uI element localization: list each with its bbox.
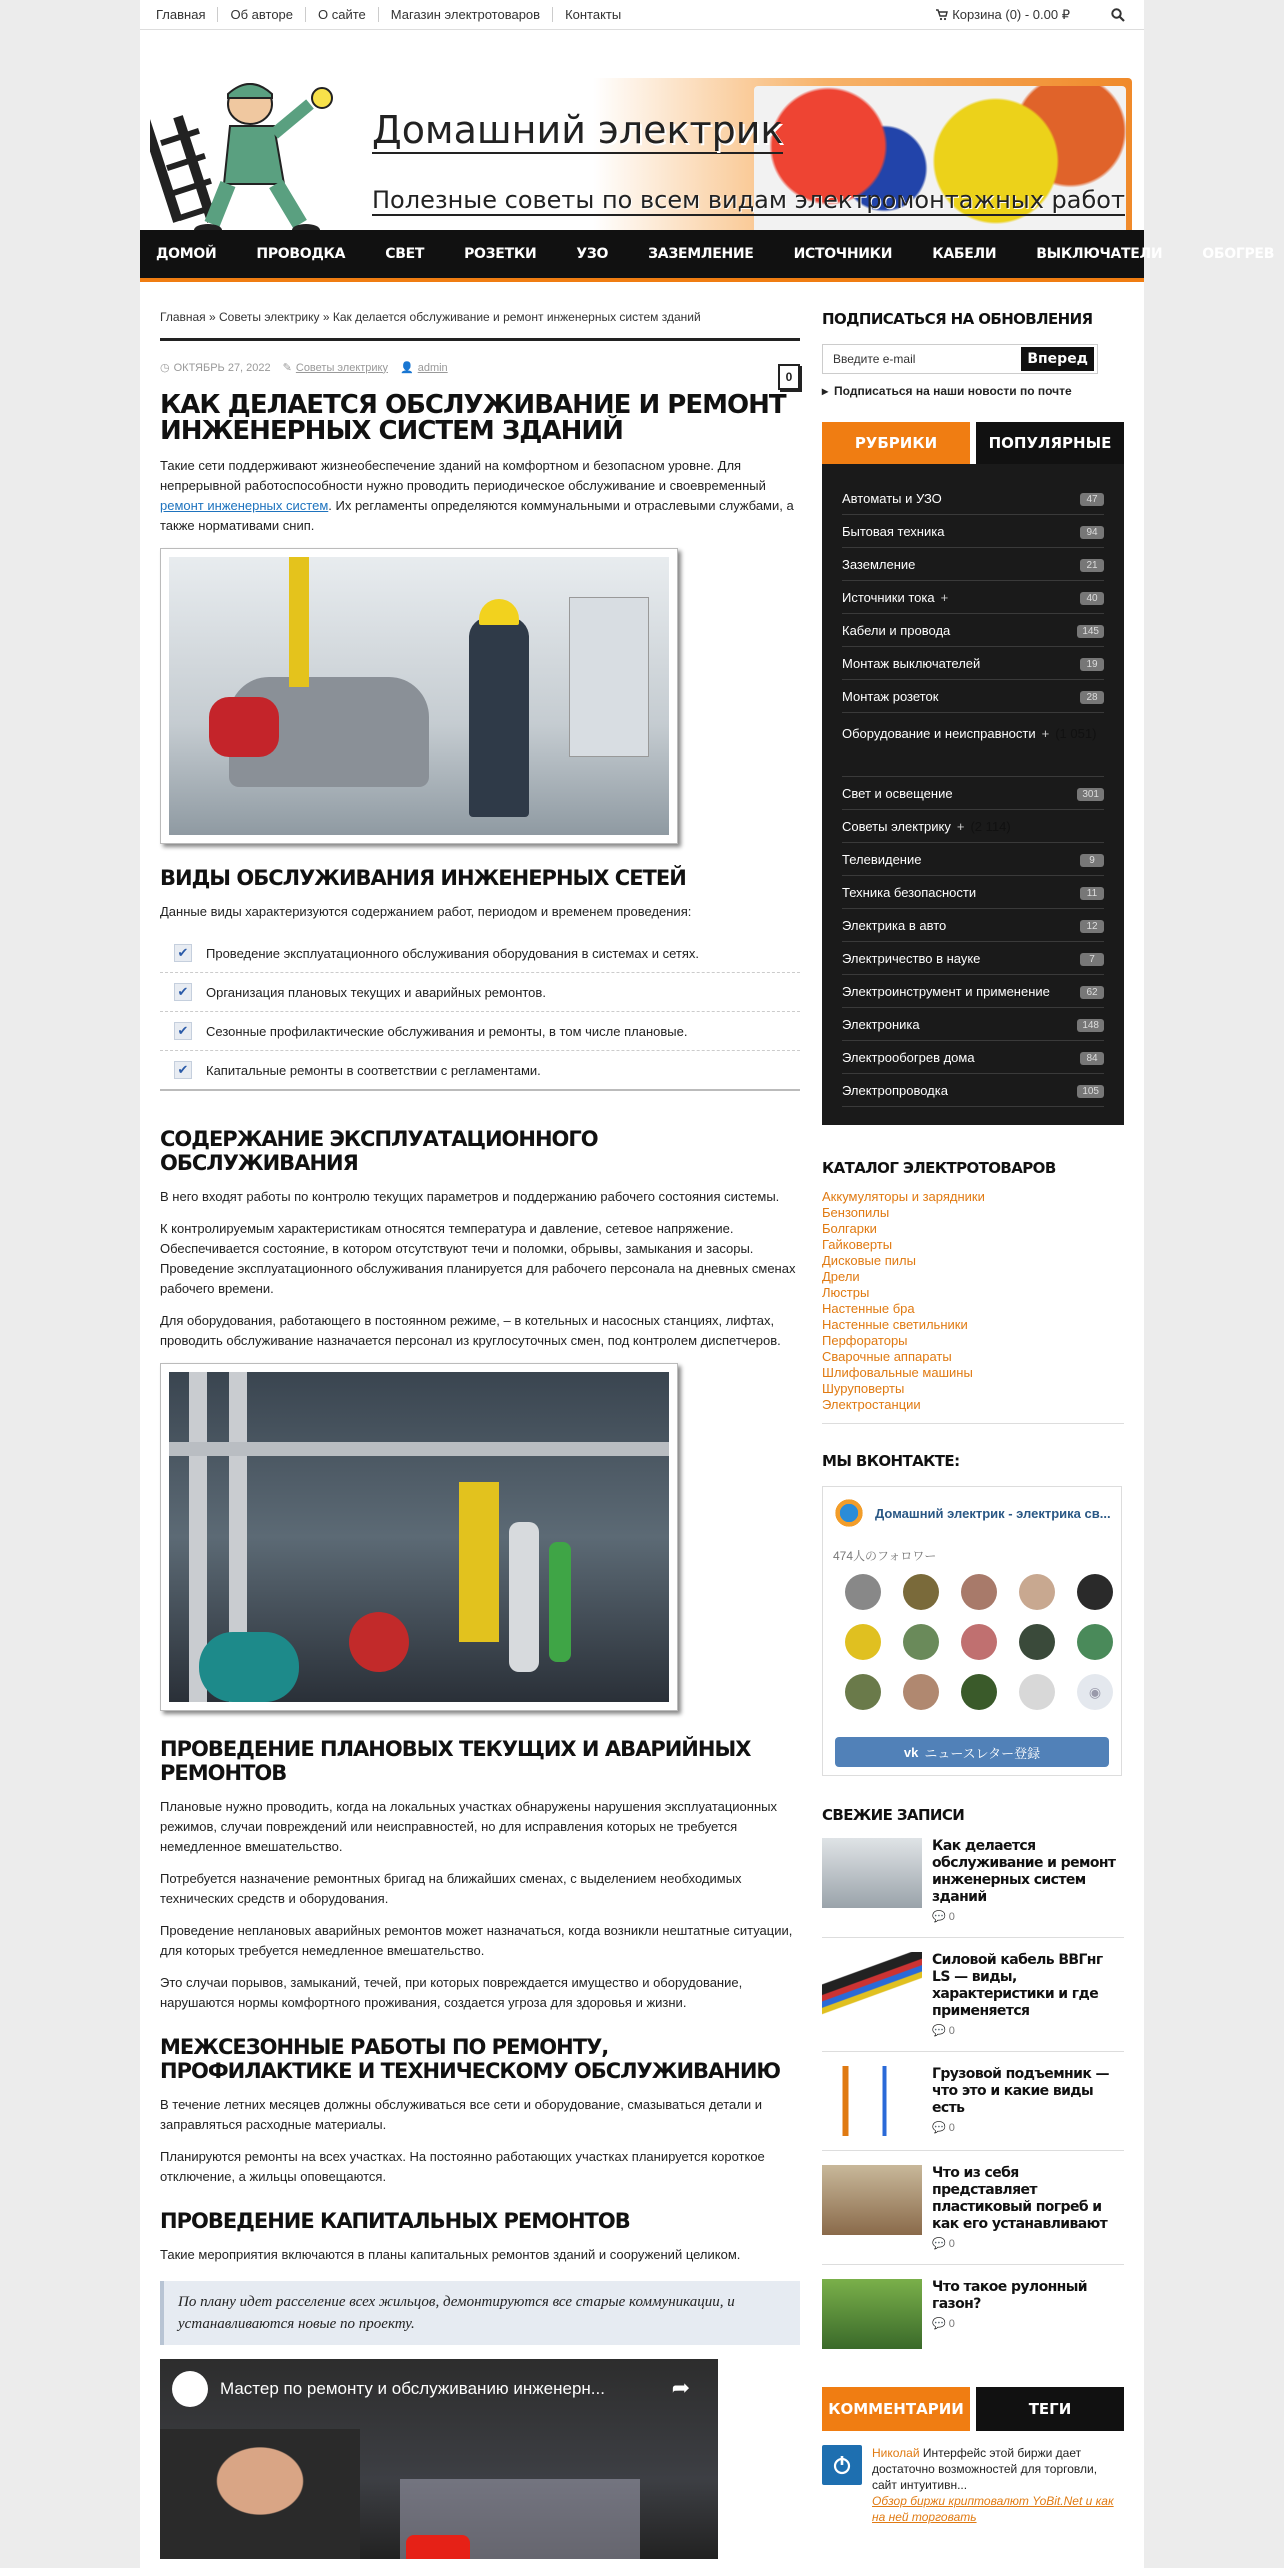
category-label: Электропроводка [842, 1083, 948, 1098]
recent-post-thumbnail[interactable] [822, 1952, 922, 2022]
comment-count: 0 [948, 2122, 955, 2134]
tab-comments[interactable]: КОММЕНТАРИИ [822, 2387, 970, 2431]
cart-icon [936, 9, 948, 21]
category-name[interactable] [842, 885, 1080, 900]
catalog-link[interactable]: Электростанции [822, 1397, 921, 1412]
site-header [140, 30, 1144, 230]
category-count: (1 051) [1055, 726, 1097, 741]
category-name[interactable] [842, 984, 1080, 999]
repairs-paragraph-1: Плановые нужно проводить, когда на локальных участках обнаружены нарушения эксплуатационных режимов, случаи повреждений или неисправностей, но для исправления которых не требуется немедленное вмешательство. [160, 1799, 777, 1854]
nav-home[interactable]: ДОМОЙ [156, 246, 217, 262]
comment-count: 0 [948, 2238, 955, 2250]
catalog-link[interactable]: Сварочные аппараты [822, 1349, 952, 1364]
category-item[interactable] [842, 614, 1104, 647]
category-label: Электрика в авто [842, 918, 947, 933]
category-count-badge: 145 [1077, 625, 1104, 638]
tag-icon: ✎ [282, 362, 292, 374]
repairs-paragraph-3: Проведение неплановых аварийных ремонтов может назначаться, когда возникли нештатные ситуации, для которых требуется немедленное вмешательство. [160, 1923, 793, 1958]
vk-subscribe-label: ニュースレター登録 [924, 1745, 1041, 1761]
page [140, 0, 1275, 2568]
comment-icon: 💬 [932, 2318, 946, 2330]
vk-group-logo[interactable] [833, 1497, 865, 1529]
top-menu-about[interactable]: О сайте [306, 7, 379, 22]
category-label: Оборудование и неисправности [842, 726, 1036, 741]
avatar[interactable] [961, 1574, 997, 1610]
vk-follower-avatars [833, 1574, 1111, 1710]
avatar[interactable] [961, 1624, 997, 1660]
catalog-link[interactable]: Болгарки [822, 1221, 877, 1236]
recent-post-comments [932, 1910, 1124, 1923]
catalog-link[interactable]: Настенные бра [822, 1301, 915, 1316]
list-item-text: Капитальные ремонты в соответствии с регламентами. [206, 1062, 541, 1078]
category-name[interactable] [842, 689, 1080, 704]
types-checklist [160, 934, 800, 1091]
comment-text: Интерфейс этой биржи дает достаточно возможностей для торговли, сайт интуитивн... [872, 2446, 1098, 2492]
catalog-link[interactable]: Шлифовальные машины [822, 1365, 973, 1380]
category-item[interactable] [842, 909, 1104, 942]
vk-group-header[interactable] [833, 1497, 1111, 1529]
comment-author[interactable]: Николай [872, 2446, 920, 2460]
power-icon [831, 2454, 853, 2476]
subscribe-button[interactable]: Вперед [1021, 347, 1094, 371]
tab-tags[interactable]: ТЕГИ [976, 2387, 1124, 2431]
intro-link[interactable]: ремонт инженерных систем [160, 498, 329, 513]
category-count-badge: 84 [1080, 1052, 1104, 1065]
category-label: Монтаж выключателей [842, 656, 981, 671]
checkmark-icon: ✔ [174, 983, 192, 1001]
category-tabs [822, 422, 1124, 464]
list-item-text: Организация плановых текущих и аварийных ремонтов. [206, 984, 546, 1000]
intro-text-end: . Их регламенты определяются коммунальными и отраслевыми службами, а также нормативами снип. [160, 498, 794, 533]
catalog-link[interactable]: Гайковерты [822, 1237, 893, 1252]
recent-post-title[interactable]: Что такое рулонный газон? [932, 2279, 1088, 2312]
list-item [160, 934, 800, 973]
nav-sources[interactable]: ИСТОЧНИКИ [793, 246, 893, 262]
tab-rubrics[interactable]: РУБРИКИ [822, 422, 970, 464]
category-item[interactable] [842, 942, 1104, 975]
types-paragraph: Данные виды характеризуются содержанием работ, периодом и временем проведения: [160, 904, 692, 919]
category-name[interactable] [842, 786, 1077, 801]
repairs-paragraph-4: Это случаи порывов, замыканий, течей, при которых повреждается имущество и оборудование, нарушаются нормы комфортного проживания, создается угроза для здоровья и жизни. [160, 1975, 743, 2010]
top-bar [140, 0, 1144, 30]
recent-post-title[interactable]: Силовой кабель ВВГнг LS — виды, характеристики и где применяется [932, 1952, 1103, 2019]
category-label: Источники тока [842, 590, 935, 605]
nav-sockets[interactable]: РОЗЕТКИ [464, 246, 537, 262]
vk-group-name[interactable]: Домашний электрик - электрика св... [875, 1505, 1111, 1521]
category-label: Монтаж розеток [842, 689, 939, 704]
expand-plus-icon[interactable]: + [1041, 726, 1050, 741]
catalog-link[interactable]: Настенные светильники [822, 1317, 968, 1332]
header-banner [362, 78, 1132, 244]
recent-post-thumbnail[interactable] [822, 2066, 922, 2136]
top-menu-home[interactable]: Главная [156, 7, 218, 22]
category-item[interactable] [842, 713, 1104, 777]
checkmark-icon: ✔ [174, 1061, 192, 1079]
catalog-link[interactable]: Люстры [822, 1285, 870, 1300]
category-count-badge: 7 [1080, 953, 1104, 966]
subscribe-widget [822, 310, 1124, 398]
channel-logo[interactable] [172, 2371, 208, 2407]
recent-post[interactable] [822, 1938, 1124, 2052]
category-count-badge: 148 [1077, 1019, 1104, 1032]
share-icon[interactable]: ➦ [671, 2375, 690, 2400]
category-count: (2 114) [970, 819, 1011, 834]
expand-plus-icon[interactable]: + [956, 819, 965, 834]
latest-comment [822, 2445, 1124, 2525]
nav-switches[interactable]: ВЫКЛЮЧАТЕЛИ [1036, 246, 1163, 262]
catalog-widget [822, 1159, 1124, 1424]
comment-count: 0 [948, 2025, 955, 2037]
category-name[interactable] [842, 1050, 1080, 1065]
avatar[interactable] [1019, 1674, 1055, 1710]
category-label: Заземление [842, 557, 916, 572]
category-name[interactable] [842, 918, 1080, 933]
recent-post-thumbnail[interactable] [822, 2279, 922, 2349]
camera-icon[interactable]: ◉ [1077, 1674, 1113, 1710]
nav-grounding[interactable]: ЗАЗЕМЛЕНИЕ [648, 246, 754, 262]
comment-count: 0 [948, 2318, 955, 2330]
recent-title: СВЕЖИЕ ЗАПИСИ [822, 1806, 965, 1824]
category-item[interactable] [842, 1074, 1104, 1107]
top-menu-shop[interactable]: Магазин электротоваров [379, 7, 553, 22]
category-count-badge: 12 [1080, 920, 1104, 933]
category-item[interactable] [842, 581, 1104, 614]
category-item[interactable] [842, 777, 1104, 810]
season-paragraph-2: Планируются ремонты на всех участках. На постоянно работающих участках планируется короткое отключение, а жильцы оповещаются. [160, 2149, 765, 2184]
category-label: Бытовая техника [842, 524, 945, 539]
avatar[interactable] [1077, 1574, 1113, 1610]
category-count-badge: 105 [1077, 1085, 1104, 1098]
user-icon: 👤 [400, 362, 414, 374]
category-count-badge: 9 [1080, 854, 1104, 867]
category-label: Электричество в науке [842, 951, 981, 966]
category-list [822, 464, 1124, 1125]
category-name[interactable] [842, 623, 1077, 638]
category-item[interactable] [842, 843, 1104, 876]
recent-post-comments [932, 2237, 1124, 2250]
category-label: Свет и освещение [842, 786, 953, 801]
expand-plus-icon[interactable]: + [940, 590, 949, 605]
content-paragraph-3: Для оборудования, работающего в постоянном режиме, – в котельных и насосных станциях, лифтах, проводить обслуживание назначается персонал из круглосуточных смен, под контролем диспетчеров. [160, 1313, 781, 1348]
category-count-badge: 40 [1080, 592, 1104, 605]
category-name[interactable] [842, 557, 1080, 572]
category-item[interactable] [842, 482, 1104, 515]
intro-text-start: Такие сети поддерживают жизнеобеспечение зданий на комфортном и безопасном уровне. Для непрерывной работоспособности нужно проводить периодическое обслуживание и своевременный [160, 458, 766, 493]
nav-rcd[interactable]: УЗО [576, 246, 609, 262]
recent-post[interactable] [822, 2151, 1124, 2265]
main-nav [140, 230, 1275, 282]
subscribe-note[interactable] [822, 384, 1124, 398]
vk-group-box [822, 1486, 1122, 1776]
comment-count-badge[interactable]: 0 [778, 364, 800, 390]
commenter-avatar [822, 2445, 862, 2485]
category-item[interactable] [842, 680, 1104, 713]
heading-types: ВИДЫ ОБСЛУЖИВАНИЯ ИНЖЕНЕРНЫХ СЕТЕЙ [160, 866, 686, 890]
electrician-mascot-logo[interactable] [150, 74, 350, 244]
recent-post[interactable] [822, 2265, 1124, 2363]
catalog-link[interactable]: Шуруповерты [822, 1381, 905, 1396]
article-date: ОКТЯБРЬ 27, 2022 [173, 361, 271, 374]
recent-post-title[interactable]: Что из себя представляет пластиковый погреб и как его устанавливают [932, 2165, 1108, 2232]
nav-wiring[interactable]: ПРОВОДКА [256, 246, 346, 262]
top-menu-author[interactable]: Об авторе [218, 7, 306, 22]
category-name[interactable] [842, 491, 1080, 506]
nav-heating[interactable]: ОБОГРЕВ [1202, 246, 1275, 262]
category-label: Советы электрику [842, 819, 951, 834]
recent-post-comments [932, 2121, 1124, 2134]
category-name[interactable] [842, 656, 1080, 671]
catalog-link[interactable]: Аккумуляторы и зарядники [822, 1189, 985, 1204]
heading-repairs: ПРОВЕДЕНИЕ ПЛАНОВЫХ ТЕКУЩИХ И АВАРИЙНЫХ РЕМОНТОВ [160, 1737, 751, 1785]
recent-post-title[interactable]: Грузовой подъемник — что это и какие виды есть [932, 2066, 1109, 2116]
category-label: Электрообогрев дома [842, 1050, 975, 1065]
top-menu [156, 7, 633, 22]
comment-body [872, 2445, 1124, 2525]
comment-post-link[interactable]: Обзор биржи криптовалют YoBit.Net и как на ней торговать [872, 2494, 1114, 2524]
top-menu-contacts[interactable]: Контакты [565, 7, 622, 22]
content-paragraph-2: К контролируемым характеристикам относятся температура и давление, сетевое напряжение. Обеспечивается состояние, в котором отсутствуют течи и поломки, обрывы, замыкания и засоры. Проведение эксплуатационного обслуживания планируется для рабочего персонала на дневных сменах рабочего времени. [160, 1221, 796, 1296]
recent-post-title[interactable]: Как делается обслуживание и ремонт инженерных систем зданий [932, 1838, 1116, 1905]
intro-paragraph [160, 456, 800, 536]
content-paragraph-1: В него входят работы по контролю текущих параметров и поддержанию рабочего состояния системы. [160, 1189, 780, 1204]
category-count-badge: 94 [1080, 526, 1104, 539]
category-label: Автоматы и УЗО [842, 491, 942, 506]
list-item [160, 973, 800, 1012]
site-subtitle: Полезные советы по всем видам электромонтажных работ [372, 186, 1125, 214]
category-item[interactable] [842, 647, 1104, 680]
avatar[interactable] [903, 1624, 939, 1660]
category-count-badge: 62 [1080, 986, 1104, 999]
recent-post[interactable] [822, 1824, 1124, 1938]
avatar[interactable] [903, 1674, 939, 1710]
category-count-badge: 301 [1077, 788, 1104, 801]
category-name[interactable] [842, 852, 1080, 867]
photo-boiler-room [160, 548, 678, 844]
subscribe-title: ПОДПИСАТЬСЯ НА ОБНОВЛЕНИЯ [822, 310, 1093, 328]
nav-cables[interactable]: КАБЕЛИ [932, 246, 997, 262]
comment-icon: 💬 [932, 2122, 946, 2134]
category-name[interactable] [842, 1083, 1077, 1098]
catalog-link[interactable]: Бензопилы [822, 1205, 890, 1220]
category-label: Телевидение [842, 852, 922, 867]
avatar[interactable] [1077, 1624, 1113, 1660]
recent-post-comments [932, 2317, 1124, 2330]
avatar[interactable] [1019, 1574, 1055, 1610]
article-title: КАК ДЕЛАЕТСЯ ОБСЛУЖИВАНИЕ И РЕМОНТ ИНЖЕНЕРНЫХ СИСТЕМ ЗДАНИЙ [160, 390, 786, 446]
category-item[interactable] [842, 975, 1104, 1008]
clock-icon: ◷ [160, 362, 170, 374]
article-author-link[interactable]: admin [417, 361, 448, 374]
category-item[interactable] [842, 876, 1104, 909]
comments-tabs [822, 2387, 1124, 2431]
search-button[interactable] [1108, 8, 1128, 22]
category-count-badge: 47 [1080, 493, 1104, 506]
category-name[interactable] [842, 1017, 1077, 1032]
category-item[interactable] [842, 1008, 1104, 1041]
catalog-link[interactable]: Дрели [822, 1269, 860, 1284]
catalog-link[interactable]: Перфораторы [822, 1333, 908, 1348]
category-name[interactable] [842, 524, 1080, 539]
vk-followers: 474人のフォロワー [833, 1549, 937, 1563]
email-input[interactable]: Введите e-mail [833, 352, 916, 366]
list-item [160, 1051, 800, 1091]
category-count-badge: 21 [1080, 559, 1104, 572]
category-label: Техника безопасности [842, 885, 977, 900]
avatar[interactable] [961, 1674, 997, 1710]
nav-light[interactable]: СВЕТ [385, 246, 425, 262]
category-name[interactable] [842, 590, 1080, 605]
play-button[interactable] [406, 2535, 470, 2559]
comment-count: 0 [948, 1911, 955, 1923]
breadcrumb[interactable]: Главная » Советы электрику » Как делается обслуживание и ремонт инженерных систем зданий [160, 310, 800, 341]
recent-post-comments [932, 2024, 1124, 2037]
repairs-paragraph-2: Потребуется назначение ремонтных бригад на ближайших сменах, с выделением необходимых технических средств и оборудования. [160, 1871, 742, 1906]
catalog-links [822, 1189, 1124, 1413]
catalog-title: КАТАЛОГ ЭЛЕКТРОТОВАРОВ [822, 1159, 1056, 1177]
category-name[interactable] [842, 951, 1080, 966]
subscribe-form [822, 344, 1098, 374]
category-label: Электроника [842, 1017, 920, 1032]
checkmark-icon: ✔ [174, 1022, 192, 1040]
heading-season: МЕЖСЕЗОННЫЕ РАБОТЫ ПО РЕМОНТУ, ПРОФИЛАКТИКЕ И ТЕХНИЧЕСКОМУ ОБСЛУЖИВАНИЮ [160, 2035, 781, 2083]
recent-post[interactable] [822, 2052, 1124, 2151]
heading-content: СОДЕРЖАНИЕ ЭКСПЛУАТАЦИОННОГО ОБСЛУЖИВАНИЯ [160, 1127, 598, 1175]
category-count-badge: 28 [1080, 691, 1104, 704]
list-item-text: Проведение эксплуатационного обслуживания оборудования в системах и сетях. [206, 945, 699, 961]
category-item[interactable] [842, 1041, 1104, 1074]
article [160, 310, 800, 2559]
vk-subscribe-button[interactable] [835, 1737, 1109, 1767]
catalog-link[interactable]: Дисковые пилы [822, 1253, 916, 1268]
category-item[interactable] [842, 810, 1104, 843]
comment-icon: 💬 [932, 2238, 946, 2250]
tab-popular[interactable]: ПОПУЛЯРНЫЕ [976, 422, 1124, 464]
avatar[interactable] [1019, 1624, 1055, 1660]
arrow-right-icon: ▸ [822, 384, 829, 398]
vk-icon: vk [903, 1744, 919, 1760]
vk-title: МЫ ВКОНТАКТЕ: [822, 1452, 960, 1470]
list-item [160, 1012, 800, 1051]
recent-post-thumbnail[interactable] [822, 1838, 922, 1908]
vk-widget [822, 1452, 1124, 1776]
heading-capital: ПРОВЕДЕНИЕ КАПИТАЛЬНЫХ РЕМОНТОВ [160, 2209, 630, 2233]
video-title[interactable]: Мастер по ремонту и обслуживанию инженерн... [220, 2379, 605, 2398]
recent-post-thumbnail[interactable] [822, 2165, 922, 2235]
article-meta [160, 361, 800, 374]
video-embed[interactable] [160, 2359, 718, 2559]
season-paragraph-1: В течение летних месяцев должны обслуживаться все сети и оборудование, смазываться детали и заправляться расходные материалы. [160, 2097, 762, 2132]
category-label: Кабели и провода [842, 623, 951, 638]
sidebar [822, 310, 1124, 2525]
category-item[interactable] [842, 548, 1104, 581]
cart-label: Корзина (0) - 0.00 ₽ [952, 6, 1070, 22]
pump-station-image [169, 1372, 669, 1702]
comment-icon: 💬 [932, 1911, 946, 1923]
boiler-room-image [169, 557, 669, 835]
blockquote: По плану идет расселение всех жильцов, демонтируются все старые коммуникации, и устанавливаются новые по проекту. [160, 2281, 800, 2345]
divider [822, 1423, 1124, 1424]
search-icon [1111, 8, 1125, 22]
site-title[interactable]: Домашний электрик [372, 108, 784, 152]
photo-pump-station [160, 1363, 678, 1711]
avatar[interactable] [845, 1624, 881, 1660]
subscribe-note-text: Подписаться на наши новости по почте [834, 384, 1072, 398]
article-category-link[interactable]: Советы электрику [295, 361, 388, 374]
avatar[interactable] [903, 1574, 939, 1610]
avatar[interactable] [845, 1574, 881, 1610]
category-count-badge: 11 [1080, 887, 1104, 900]
list-item-text: Сезонные профилактические обслуживания и ремонты, в том числе плановые. [206, 1023, 688, 1039]
checkmark-icon: ✔ [174, 944, 192, 962]
cart-link[interactable] [936, 7, 1070, 23]
category-name[interactable] [842, 819, 1104, 834]
capital-paragraph: Такие мероприятия включаются в планы капитальных ремонтов зданий и сооружений целиком. [160, 2247, 741, 2262]
category-count-badge: 19 [1080, 658, 1104, 671]
avatar[interactable] [845, 1674, 881, 1710]
recent-posts-widget [822, 1806, 1124, 2363]
category-name[interactable] [842, 722, 1104, 746]
comment-icon: 💬 [932, 2025, 946, 2037]
category-item[interactable] [842, 515, 1104, 548]
category-label: Электроинструмент и применение [842, 984, 1050, 999]
